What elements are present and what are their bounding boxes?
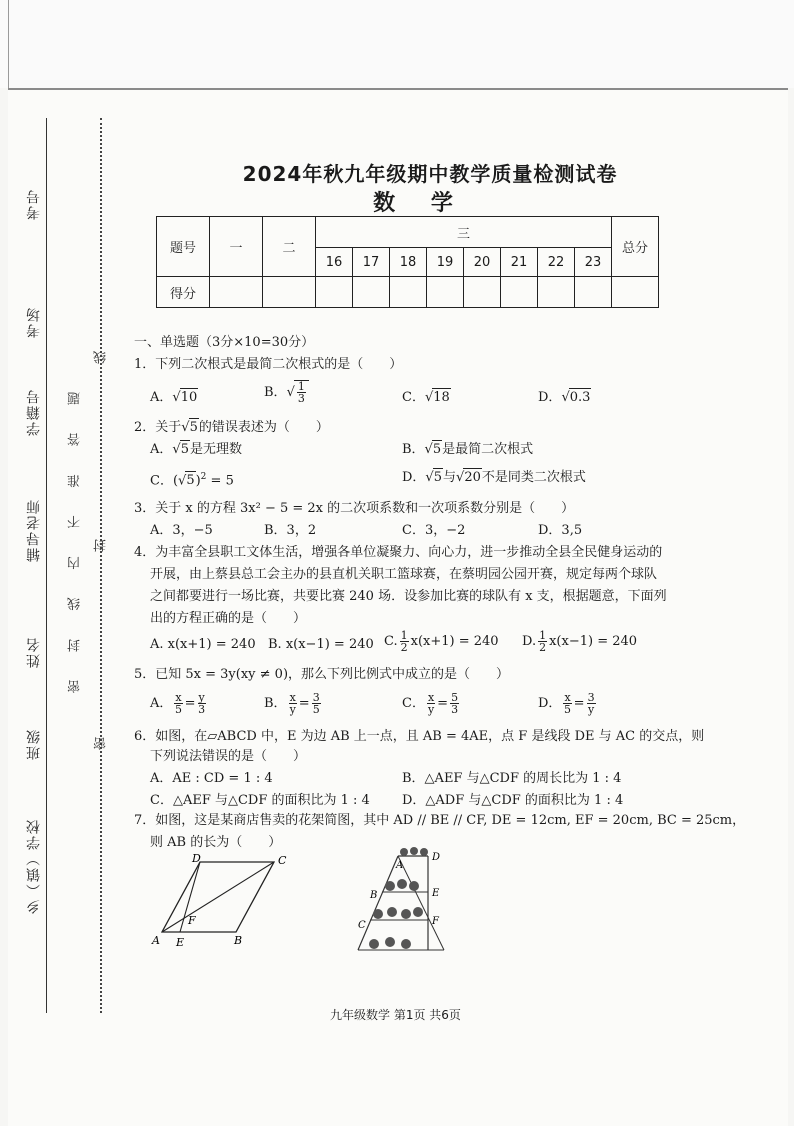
- score-item: 21: [501, 248, 538, 277]
- label-a: A: [152, 934, 160, 947]
- score-cell[interactable]: [501, 277, 538, 308]
- score-cell[interactable]: [538, 277, 575, 308]
- q6-option-c[interactable]: C．△AEF 与△CDF 的面积比为 1 : 4: [150, 793, 370, 808]
- q3-option-d[interactable]: D．3,5: [538, 523, 583, 538]
- q7-line-1: 7．如图，这是某商店售卖的花架简图，其中 AD // BE // CF, DE = 12cm, EF = 20cm, BC = 25cm，: [134, 813, 746, 828]
- score-cell[interactable]: [390, 277, 427, 308]
- score-item: 23: [575, 248, 612, 277]
- score-item: 16: [316, 248, 353, 277]
- q4-line-4: 出的方程正确的是（ ）: [150, 611, 307, 626]
- q2-option-a[interactable]: A．√5是无理数: [150, 442, 242, 457]
- q5-stem: 5．已知 5x = 3y(xy ≠ 0)，那么下列比例式中成立的是（ ）: [134, 667, 510, 682]
- diagonal-ac: [162, 862, 274, 932]
- q3-option-c[interactable]: C．3，−2: [402, 523, 466, 538]
- label-c: C: [358, 920, 366, 931]
- label-class: 班级: [26, 728, 42, 760]
- q2-stem: 2．关于√5的错误表述为（ ）: [134, 420, 329, 435]
- label-exam-room: 考场: [26, 306, 42, 338]
- score-cell[interactable]: [210, 277, 263, 308]
- label-d: D: [432, 852, 441, 863]
- stand-side-brace: [398, 856, 444, 950]
- label-b: B: [234, 934, 243, 947]
- q1-option-c[interactable]: C．√18: [402, 390, 450, 405]
- page-footer: 九年级数学 第1页 共6页: [330, 1008, 461, 1022]
- label-c: C: [278, 854, 287, 867]
- score-cell[interactable]: [263, 277, 316, 308]
- q6-line-2: 下列说法错误的是（ ）: [150, 749, 307, 764]
- q1-option-b[interactable]: B．√ $\frac{1}{3}$: [264, 380, 309, 404]
- stand-front-leg: [358, 856, 398, 950]
- score-table: [156, 216, 659, 308]
- q5-option-a[interactable]: A． $\frac{x}{5}$ = $\frac{y}{3}$: [150, 691, 206, 716]
- scan-edge: [8, 0, 9, 88]
- q4-option-c[interactable]: C. $\frac{1}{2}$ x(x+1) = 240: [384, 629, 499, 654]
- figure-flower-stand: [344, 846, 466, 958]
- binding-line-1: [46, 118, 47, 1013]
- q2-option-d[interactable]: D．√5与√20不是同类二次根式: [402, 470, 586, 485]
- section-heading: 一、单选题（3分×10=30分）: [134, 335, 315, 350]
- score-col-title: 题号: [157, 217, 210, 277]
- scan-top-band: [0, 0, 794, 88]
- exam-title: 2024年秋九年级期中教学质量检测试卷: [242, 162, 618, 186]
- q5-option-d[interactable]: D． $\frac{x}{5}$ = $\frac{3}{y}$: [538, 691, 595, 716]
- label-tutor: 辅导老师: [26, 498, 42, 562]
- label-f: F: [188, 914, 196, 927]
- seal-mark-line: 线: [94, 350, 109, 364]
- figure-parallelogram: [148, 852, 298, 948]
- score-row-label: 得分: [157, 277, 210, 308]
- q4-option-a[interactable]: A. x(x+1) = 240: [150, 637, 256, 652]
- q2-option-c[interactable]: C．$(√5)^2 = 5$: [150, 472, 234, 489]
- q1-option-a[interactable]: A．√10: [150, 390, 198, 405]
- q4-line-3: 之间都要进行一场比赛，共要比赛 240 场．设参加比赛的球队有 x 支，根据题意，下面列: [150, 589, 667, 604]
- q3-stem: 3．关于 x 的方程 3x² − 5 = 2x 的二次项系数和一次项系数分别是（ ）: [134, 501, 575, 516]
- q7-line-2: 则 AB 的长为（ ）: [150, 835, 282, 850]
- q4-option-d[interactable]: D. $\frac{1}{2}$ x(x−1) = 240: [522, 629, 638, 654]
- q6-option-a[interactable]: A．AE : CD = 1 : 4: [150, 771, 273, 786]
- seal-mark-secret: 密: [94, 736, 109, 750]
- score-cell[interactable]: [353, 277, 390, 308]
- score-cell[interactable]: [427, 277, 464, 308]
- q4-line-2: 开展，由上蔡县总工会主办的县直机关职工篮球赛，在蔡明园公园开赛，规定每两个球队: [150, 567, 658, 582]
- q4-line-1: 4．为丰富全县职工文体生活，增强各单位凝聚力、向心力，进一步推动全县全民健身运动的: [134, 545, 663, 560]
- score-cell[interactable]: [316, 277, 353, 308]
- score-section-3: 三: [316, 217, 612, 248]
- score-section-2: 二: [263, 217, 316, 277]
- score-cell[interactable]: [464, 277, 501, 308]
- score-cell[interactable]: [612, 277, 659, 308]
- label-e: E: [176, 936, 185, 948]
- seal-warning: 密 封 线 内 不 准 答 题: [68, 380, 83, 693]
- q6-option-d[interactable]: D．△ADF 与△CDF 的面积比为 1 : 4: [402, 793, 624, 808]
- label-e: E: [432, 888, 440, 899]
- q2-option-b[interactable]: B．√5是最简二次根式: [402, 442, 534, 457]
- exam-subject: 数 学: [373, 191, 467, 216]
- q6-option-b[interactable]: B．△AEF 与△CDF 的周长比为 1 : 4: [402, 771, 622, 786]
- q6-line-1: 6．如图，在▱ABCD 中，E 为边 AB 上一点，且 AB = 4AE，点 F 是线段 DE 与 AC 的交点，则: [134, 729, 705, 744]
- q1-option-d[interactable]: D．√0.3: [538, 390, 591, 405]
- q3-option-a[interactable]: A．3，−5: [150, 523, 213, 538]
- label-exam-number: 考号: [26, 188, 42, 220]
- score-cell[interactable]: [575, 277, 612, 308]
- label-name: 姓名: [26, 636, 42, 668]
- label-f: F: [432, 916, 439, 927]
- score-item: 20: [464, 248, 501, 277]
- q5-option-b[interactable]: B． $\frac{x}{y}$ = $\frac{3}{5}$: [264, 691, 320, 716]
- score-item: 22: [538, 248, 575, 277]
- label-school: 乡（镇）学校: [26, 818, 42, 914]
- score-item: 19: [427, 248, 464, 277]
- q5-option-c[interactable]: C． $\frac{x}{y}$ = $\frac{5}{3}$: [402, 691, 459, 716]
- label-b: B: [370, 890, 378, 901]
- score-total: 总分: [612, 217, 659, 277]
- binding-dotted-line: [100, 118, 102, 1013]
- q3-option-b[interactable]: B．3，2: [264, 523, 317, 538]
- score-item: 17: [353, 248, 390, 277]
- q1-stem: 1．下列二次根式是最简二次根式的是（ ）: [134, 357, 403, 372]
- label-a: A: [396, 860, 404, 871]
- label-student-id: 学籍号: [26, 388, 42, 436]
- label-d: D: [192, 852, 201, 865]
- q4-option-b[interactable]: B. x(x−1) = 240: [268, 637, 374, 652]
- score-section-1: 一: [210, 217, 263, 277]
- seal-mark-seal: 封: [94, 538, 109, 552]
- score-item: 18: [390, 248, 427, 277]
